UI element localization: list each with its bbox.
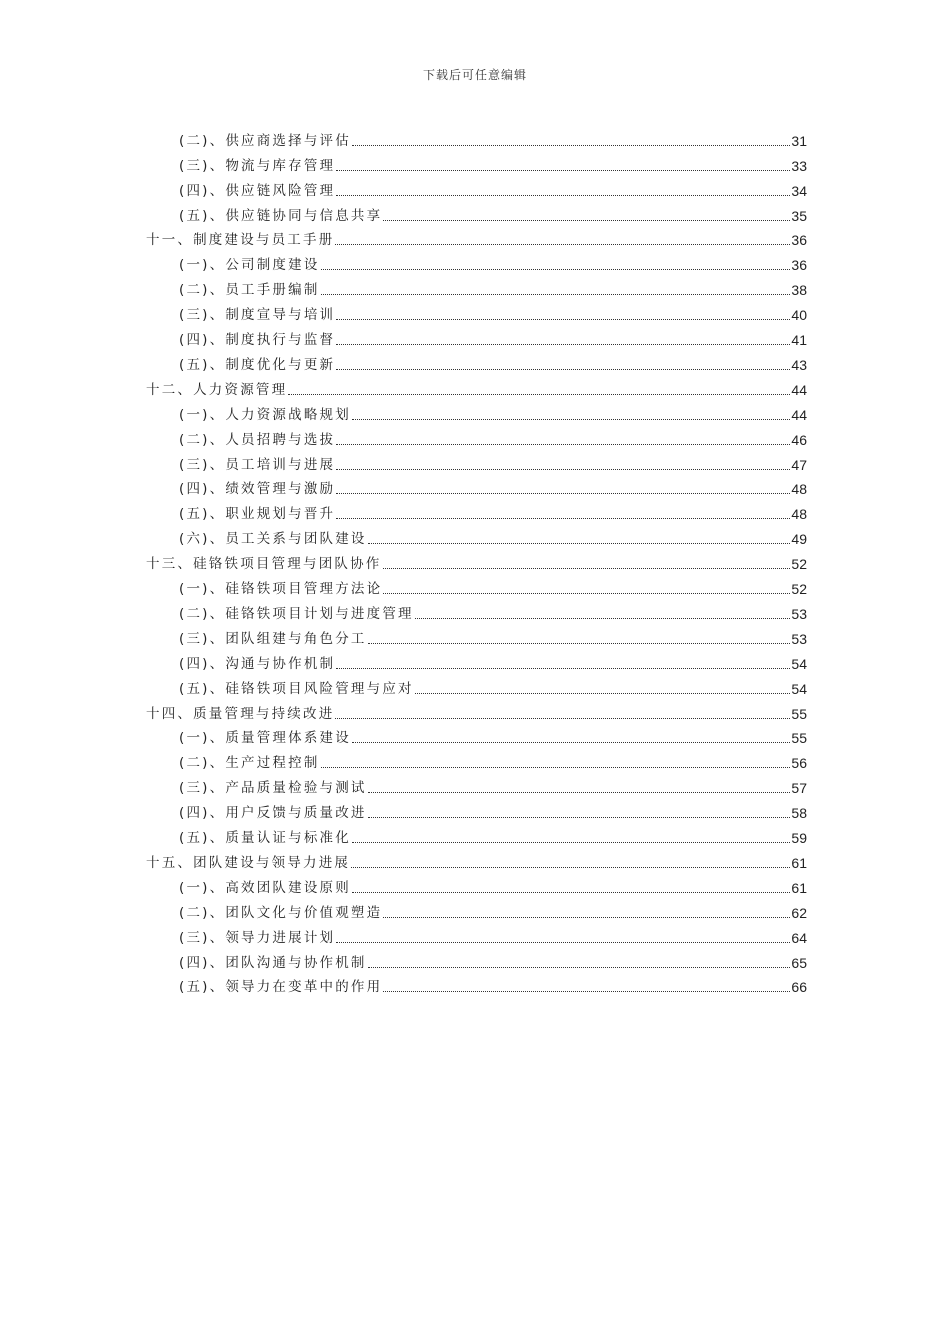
toc-section-entry[interactable] [179,598,807,623]
toc-section-entry[interactable] [179,349,807,374]
toc-section-entry[interactable] [179,299,807,324]
toc-page-number: 55 [791,730,807,747]
toc-entry-title: (四)、绩效管理与激励 [179,481,336,498]
toc-section-entry[interactable] [179,922,807,947]
toc-entry-title: (一)、高效团队建设原则 [179,879,351,896]
toc-entry-title: 十一、制度建设与员工手册 [146,232,335,249]
dot-leader [336,518,790,519]
toc-entry-title: (三)、物流与库存管理 [179,157,336,174]
toc-entry-title: (五)、制度优化与更新 [179,356,336,373]
dot-leader [368,643,791,644]
dot-leader [383,917,790,918]
dot-leader [368,967,791,968]
dot-leader [336,668,790,669]
toc-page-number: 52 [791,556,807,573]
toc-entry-title: (二)、生产过程控制 [179,755,320,772]
toc-entry-title: (三)、员工培训与进展 [179,456,336,473]
toc-page-number: 47 [791,456,807,473]
toc-page-number: 36 [791,232,807,249]
toc-entry-title: (三)、制度宣导与培训 [179,307,336,324]
dot-leader [383,991,790,992]
toc-section-entry[interactable] [179,424,807,449]
toc-entry-title: (一)、硅铬铁项目管理方法论 [179,581,383,598]
toc-page-number: 49 [791,531,807,548]
dot-leader [352,842,790,843]
toc-page-number: 66 [791,979,807,996]
toc-page-number: 54 [791,680,807,697]
toc-section-entry[interactable] [179,772,807,797]
toc-section-entry[interactable] [179,872,807,897]
toc-page-number: 31 [791,132,807,149]
toc-entry-title: (六)、员工关系与团队建设 [179,531,367,548]
dot-leader [336,942,790,943]
dot-leader [352,419,790,420]
toc-page-number: 61 [791,854,807,871]
dot-leader [383,593,790,594]
dot-leader [288,394,790,395]
toc-chapter-entry[interactable] [146,374,807,399]
dot-leader [336,493,790,494]
toc-page-number: 57 [791,780,807,797]
toc-page-number: 48 [791,506,807,523]
toc-section-entry[interactable] [179,947,807,972]
toc-section-entry[interactable] [179,399,807,424]
toc-page-number: 56 [791,755,807,772]
toc-chapter-entry[interactable] [146,548,807,573]
dot-leader [351,867,790,868]
dot-leader [415,693,791,694]
toc-chapter-entry[interactable] [146,698,807,723]
toc-page-number: 36 [791,257,807,274]
dot-leader [352,145,790,146]
toc-entry-title: 十三、硅铬铁项目管理与团队协作 [146,556,382,573]
toc-section-entry[interactable] [179,897,807,922]
dot-leader [368,543,791,544]
toc-entry-title: (一)、人力资源战略规划 [179,406,351,423]
toc-page-number: 62 [791,904,807,921]
toc-section-entry[interactable] [179,449,807,474]
page-header: 下载后可任意编辑 [422,68,527,82]
toc-page-number: 54 [791,655,807,672]
dot-leader [352,892,790,893]
toc-section-entry[interactable] [179,274,807,299]
toc-entry-title: (五)、领导力在变革中的作用 [179,979,383,996]
toc-entry-title: (三)、产品质量检验与测试 [179,780,367,797]
dot-leader [368,792,791,793]
toc-page-number: 46 [791,431,807,448]
toc-entry-title: (四)、沟通与协作机制 [179,655,336,672]
toc-entry-title: (二)、硅铬铁项目计划与进度管理 [179,605,414,622]
dot-leader [335,244,790,245]
dot-leader [336,170,790,171]
toc-entry-title: 十二、人力资源管理 [146,381,288,398]
toc-page-number: 61 [791,879,807,896]
toc-section-entry[interactable] [179,822,807,847]
toc-section-entry[interactable] [179,748,807,773]
toc-section-entry[interactable] [179,324,807,349]
toc-page-number: 65 [791,954,807,971]
toc-page-number: 33 [791,157,807,174]
toc-page-number: 55 [791,705,807,722]
toc-entry-title: (五)、硅铬铁项目风险管理与应对 [179,680,414,697]
toc-section-entry[interactable] [179,250,807,275]
toc-entry-title: (三)、团队组建与角色分工 [179,630,367,647]
toc-chapter-entry[interactable] [146,225,807,250]
dot-leader [321,294,791,295]
toc-entry-title: 十五、团队建设与领导力进展 [146,854,351,871]
toc-entry-title: (四)、团队沟通与协作机制 [179,954,367,971]
toc-page-number: 59 [791,830,807,847]
toc-entry-title: (二)、员工手册编制 [179,282,320,299]
toc-entry-title: (五)、供应链协同与信息共享 [179,207,383,224]
dot-leader [336,344,790,345]
toc-section-entry[interactable] [179,797,807,822]
toc-entry-title: (二)、人员招聘与选拔 [179,431,336,448]
toc-page-number: 35 [791,207,807,224]
toc-page-number: 40 [791,307,807,324]
dot-leader [335,718,790,719]
toc-entry-title: (二)、供应商选择与评估 [179,132,351,149]
dot-leader [368,817,791,818]
toc-entry-title: (五)、质量认证与标准化 [179,830,351,847]
toc-section-entry[interactable] [179,648,807,673]
toc-section-entry[interactable] [179,623,807,648]
toc-page-number: 41 [791,332,807,349]
toc-section-entry[interactable] [179,723,807,748]
toc-section-entry[interactable] [179,573,807,598]
dot-leader [383,568,791,569]
toc-entry-title: (一)、公司制度建设 [179,257,320,274]
toc-section-entry[interactable] [179,523,807,548]
toc-page-number: 53 [791,630,807,647]
toc-section-entry[interactable] [179,673,807,698]
dot-leader [336,319,790,320]
toc-page-number: 44 [791,381,807,398]
toc-entry-title: (一)、质量管理体系建设 [179,730,351,747]
toc-page-number: 52 [791,581,807,598]
toc-section-entry[interactable] [179,150,807,175]
toc-section-entry[interactable] [179,125,807,150]
dot-leader [336,469,790,470]
toc-section-entry[interactable] [179,175,807,200]
toc-entry-title: (二)、团队文化与价值观塑造 [179,904,383,921]
toc-section-entry[interactable] [179,200,807,225]
toc-entry-title: (五)、职业规划与晋升 [179,506,336,523]
toc-section-entry[interactable] [179,474,807,499]
toc-section-entry[interactable] [179,972,807,997]
toc-entry-title: 十四、质量管理与持续改进 [146,705,335,722]
dot-leader [321,767,791,768]
toc-page-number: 43 [791,356,807,373]
toc-entry-title: (四)、用户反馈与质量改进 [179,805,367,822]
toc-page-number: 58 [791,805,807,822]
dot-leader [352,742,790,743]
dot-leader [383,220,790,221]
toc-page-number: 64 [791,929,807,946]
dot-leader [336,369,790,370]
toc-chapter-entry[interactable] [146,847,807,872]
toc-page-number: 53 [791,605,807,622]
dot-leader [415,618,791,619]
toc-section-entry[interactable] [179,499,807,524]
toc-entry-title: (四)、供应链风险管理 [179,182,336,199]
toc-page-number: 34 [791,182,807,199]
toc-entry-title: (三)、领导力进展计划 [179,929,336,946]
dot-leader [336,195,790,196]
toc-entry-title: (四)、制度执行与监督 [179,332,336,349]
toc-page-number: 38 [791,282,807,299]
dot-leader [321,269,791,270]
toc-page-number: 44 [791,406,807,423]
toc-page-number: 48 [791,481,807,498]
dot-leader [336,444,790,445]
